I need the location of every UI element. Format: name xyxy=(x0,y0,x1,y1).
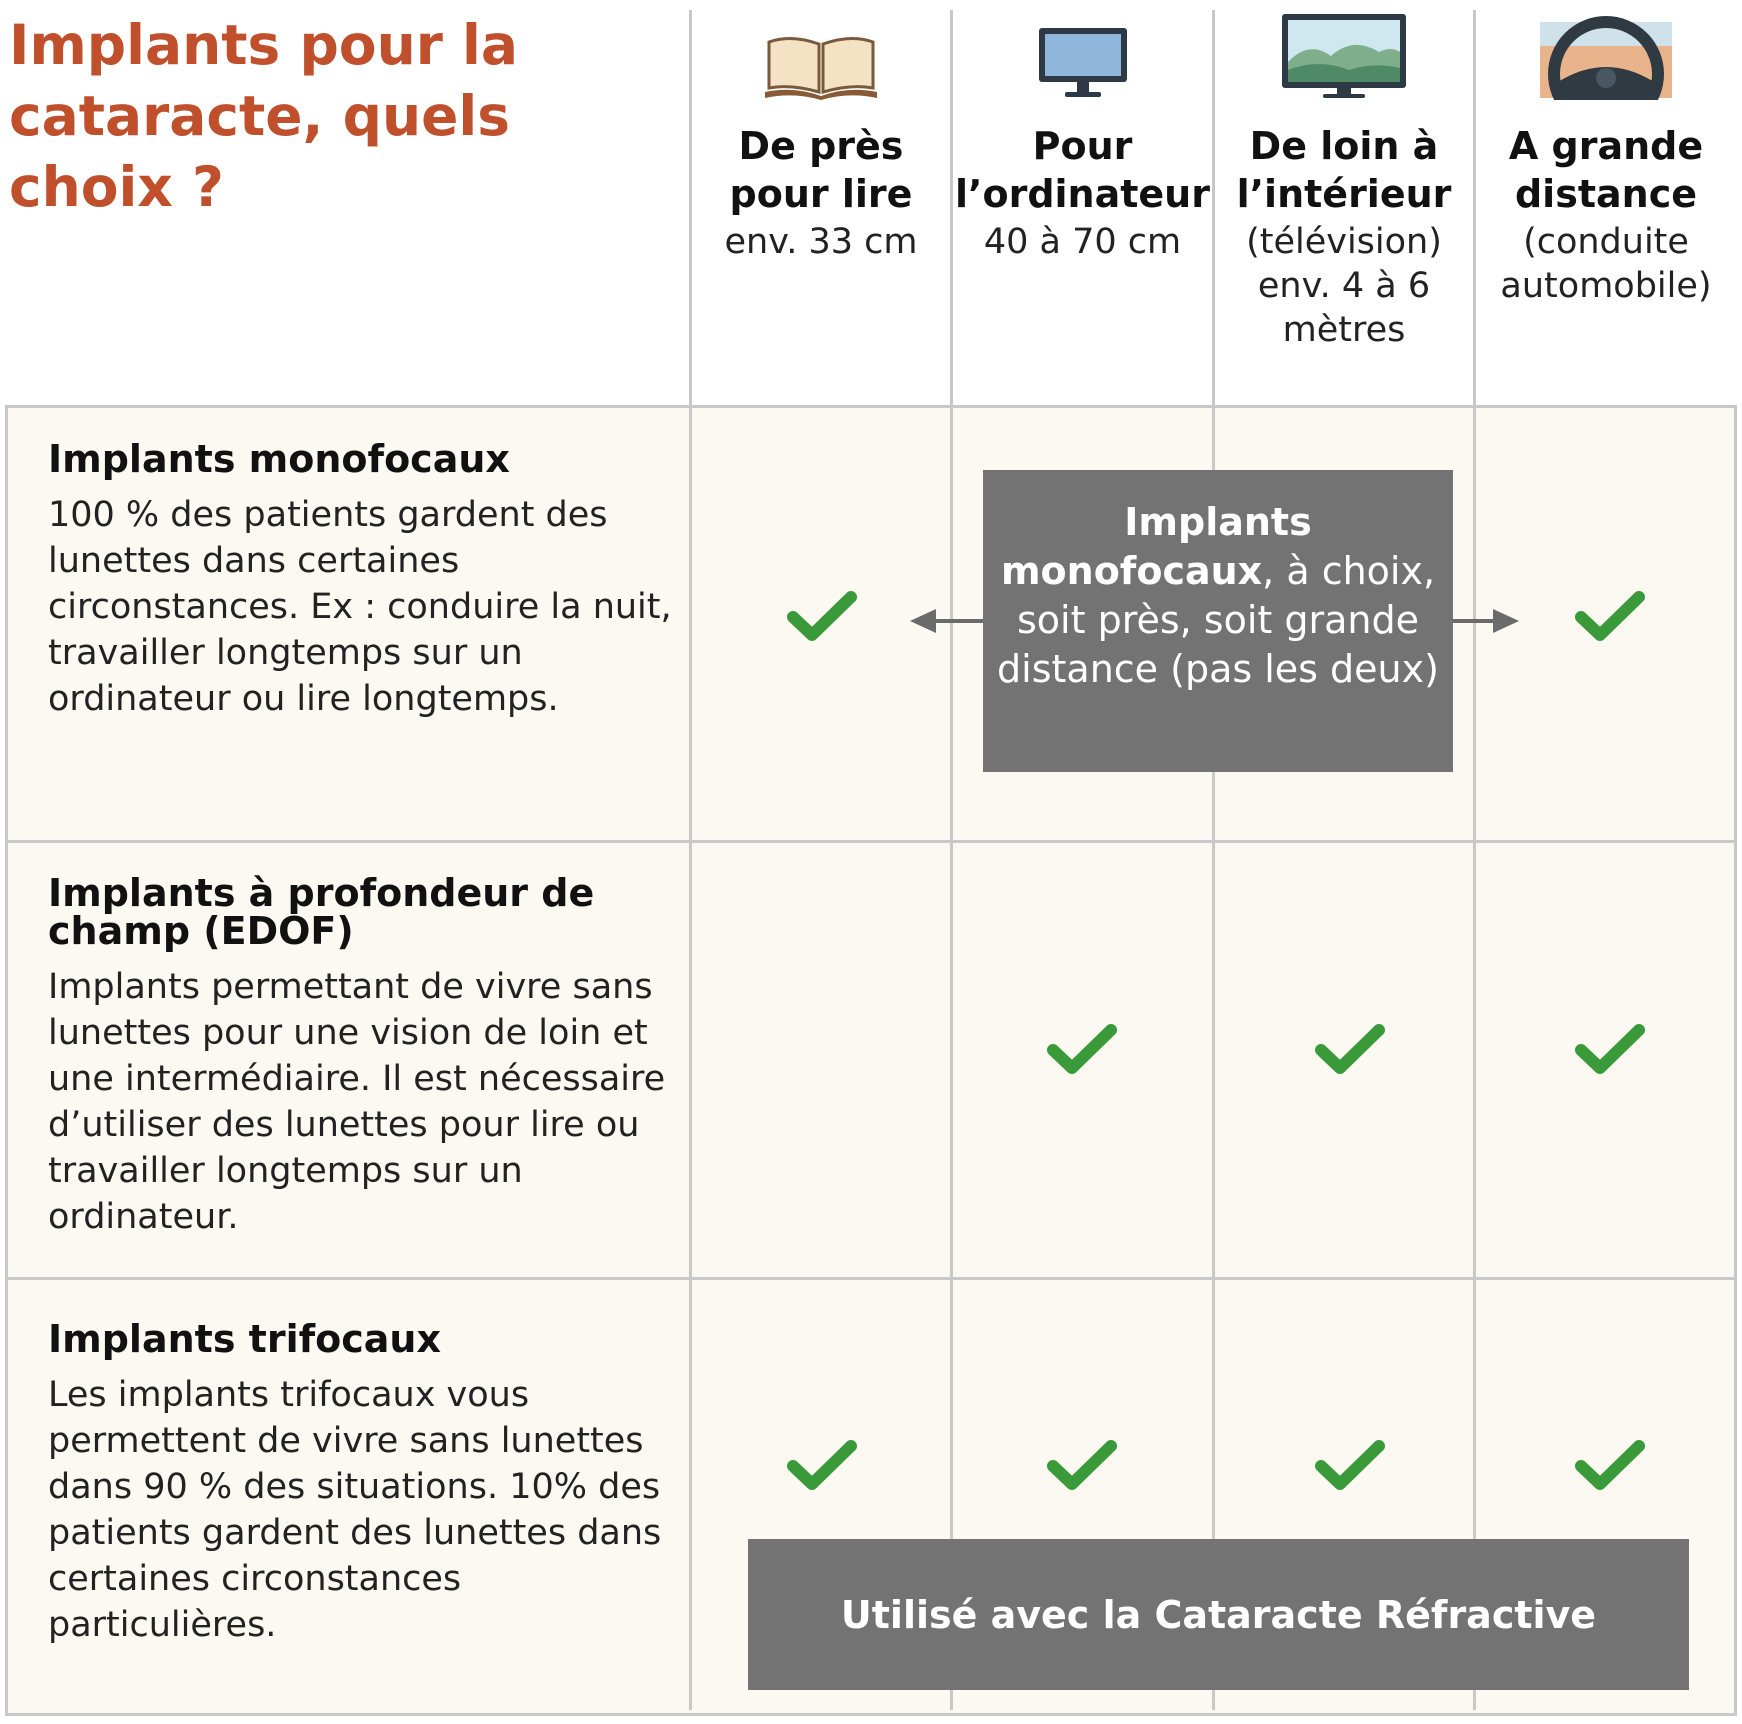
column-subheading: (conduite automobile) xyxy=(1500,222,1712,306)
column-subheading: (télévision) env. 4 à 6 mètres xyxy=(1246,222,1442,350)
column-heading: A grande distance xyxy=(1508,124,1704,216)
refractive-cataract-note xyxy=(748,1539,1689,1690)
row-divider xyxy=(5,1277,1737,1280)
note-text: , à choix, soit près, soit grande distance (pas les deux) xyxy=(997,549,1439,691)
tv-icon xyxy=(1215,0,1473,100)
monofocal-choice-note xyxy=(983,470,1453,772)
row-title: Implants monofocaux xyxy=(48,437,510,481)
row-description: 100 % des patients gardent des lunettes dans certaines circonstances. Ex : conduire la nuit, travailler longtemps sur un ordinateur ou lire longtemps. xyxy=(48,495,672,719)
arrow-right-icon xyxy=(1453,605,1519,637)
column-divider xyxy=(950,10,953,1710)
row-divider xyxy=(5,840,1737,843)
column-heading: Pour l’ordinateur xyxy=(955,124,1210,216)
column-subheading: 40 à 70 cm xyxy=(983,222,1182,262)
check-icon xyxy=(786,1438,858,1494)
column-header-indoor-far xyxy=(1215,0,1473,352)
column-heading: De loin à l’intérieur xyxy=(1236,124,1452,216)
row-description: Les implants trifocaux vous permettent de vivre sans lunettes dans 90 % des situations. 10% des patients gardent des lunettes dans certaines circonstances particulières. xyxy=(48,1375,662,1645)
row-trifocal xyxy=(48,1317,678,1648)
row-edof xyxy=(48,871,678,1240)
column-heading: De près pour lire xyxy=(729,124,913,216)
page-title: Implants pour la cataracte, quels choix ? xyxy=(9,13,518,219)
check-icon xyxy=(1046,1022,1118,1078)
column-header-near xyxy=(692,0,950,264)
check-icon xyxy=(1046,1438,1118,1494)
note-bold-text: Implants monofocaux xyxy=(1000,500,1312,593)
check-icon xyxy=(1574,1022,1646,1078)
check-icon xyxy=(1574,589,1646,645)
monitor-icon xyxy=(953,0,1212,100)
check-icon xyxy=(1314,1022,1386,1078)
refractive-note-text: Utilisé avec la Cataracte Réfractive xyxy=(840,1592,1597,1637)
row-monofocal xyxy=(48,437,678,722)
book-icon xyxy=(692,0,950,100)
row-title: Implants trifocaux xyxy=(48,1317,441,1361)
steering-wheel-icon xyxy=(1476,0,1736,100)
check-icon xyxy=(786,589,858,645)
column-header-far xyxy=(1476,0,1736,308)
column-divider xyxy=(689,10,692,1710)
check-icon xyxy=(1574,1438,1646,1494)
row-description: Implants permettant de vivre sans lunettes pour une vision de loin et une intermédiaire. Il est nécessaire d’utiliser des lunettes pour lire ou travailler longtemps sur un ordinateur. xyxy=(48,967,666,1237)
row-title: Implants à profondeur de champ (EDOF) xyxy=(48,871,595,953)
column-subheading: env. 33 cm xyxy=(724,222,918,262)
column-header-computer xyxy=(953,0,1212,264)
arrow-left-icon xyxy=(910,605,985,637)
check-icon xyxy=(1314,1438,1386,1494)
